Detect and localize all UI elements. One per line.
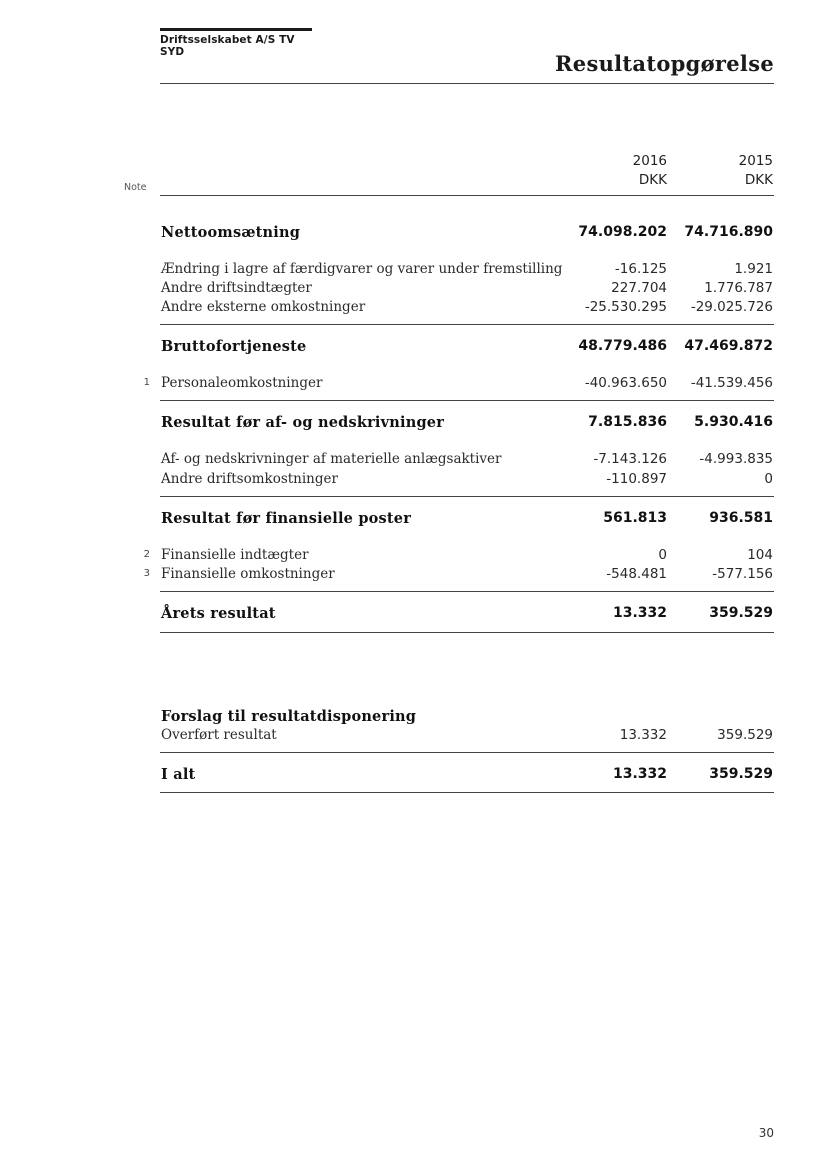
row-value-2015: 359.529: [717, 727, 773, 743]
row-value-2016: -16.125: [614, 261, 667, 277]
row-value-2015: -577.156: [712, 566, 773, 582]
row-value-2016: -110.897: [606, 471, 667, 487]
row-value-2015: 1.921: [734, 261, 773, 277]
row-value-2016: -40.963.650: [584, 375, 667, 391]
row-value-2016: 0: [658, 547, 667, 563]
row-value-2015: 359.529: [709, 766, 773, 782]
column-header-divider: [160, 195, 774, 196]
row-resultat-foer-afskrivninger: [0, 413, 826, 433]
section-divider: [160, 792, 774, 793]
row-label: Finansielle indtægter: [161, 547, 309, 563]
row-value-2016: -548.481: [606, 566, 667, 582]
row-value-2015: -4.993.835: [699, 451, 773, 467]
row-label: Overført resultat: [161, 727, 277, 743]
row-aarets-resultat: [0, 604, 826, 624]
row-value-2016: 561.813: [603, 510, 667, 526]
column-year-2016: 2016: [632, 153, 667, 169]
row-value-2016: 7.815.836: [588, 414, 667, 430]
row-value-2015: 1.776.787: [704, 280, 773, 296]
row-aendring-i-lagre: [0, 260, 826, 280]
column-currency-2016: DKK: [638, 172, 667, 188]
note-column-label: Note: [124, 182, 147, 193]
row-overfoert-resultat: [0, 726, 826, 746]
row-label: Bruttofortjeneste: [161, 338, 307, 355]
row-value-2016: 13.332: [612, 605, 667, 621]
row-andre-driftsindtaegter: [0, 279, 826, 299]
row-label: Årets resultat: [161, 605, 276, 622]
row-value-2016: 74.098.202: [578, 224, 667, 240]
row-resultat-foer-finansielle-poster: [0, 509, 826, 529]
row-value-2016: 13.332: [612, 766, 667, 782]
row-note: 2: [143, 549, 150, 560]
row-label: I alt: [161, 766, 196, 783]
row-label: Af- og nedskrivninger af materielle anlægsaktiver: [161, 451, 502, 467]
row-value-2016: 48.779.486: [578, 338, 667, 354]
row-andre-eksterne-omkostninger: [0, 298, 826, 318]
row-finansielle-omkostninger: [0, 565, 826, 585]
section-divider: [160, 632, 774, 633]
column-header-2016: [577, 152, 667, 190]
row-value-2015: -41.539.456: [690, 375, 773, 391]
row-label: Personaleomkostninger: [161, 375, 323, 391]
row-i-alt: [0, 765, 826, 785]
row-value-2016: 13.332: [619, 727, 667, 743]
column-currency-2015: DKK: [744, 172, 773, 188]
section-divider: [160, 324, 774, 325]
row-label: Andre driftsindtægter: [161, 280, 312, 296]
row-value-2015: -29.025.726: [690, 299, 773, 315]
disposition-heading: Forslag til resultatdisponering: [161, 708, 417, 725]
row-finansielle-indtaegter: [0, 546, 826, 566]
page-title: Resultatopgørelse: [555, 51, 774, 76]
row-value-2016: -7.143.126: [593, 451, 667, 467]
row-label: Resultat før finansielle poster: [161, 510, 412, 527]
row-label: Andre driftsomkostninger: [161, 471, 338, 487]
row-value-2016: 227.704: [611, 280, 667, 296]
row-value-2015: 5.930.416: [694, 414, 773, 430]
row-label: Finansielle omkostninger: [161, 566, 335, 582]
row-value-2015: 104: [747, 547, 773, 563]
row-nettoomsaetning: [0, 223, 826, 243]
section-divider: [160, 591, 774, 592]
row-value-2015: 936.581: [709, 510, 773, 526]
disposition-heading-row: [0, 707, 826, 727]
page-number: 30: [758, 1126, 774, 1140]
section-divider: [160, 496, 774, 497]
row-value-2015: 74.716.890: [684, 224, 773, 240]
row-andre-driftsomkostninger: [0, 470, 826, 490]
row-bruttofortjeneste: [0, 337, 826, 357]
row-personaleomkostninger: [0, 374, 826, 394]
row-label: Andre eksterne omkostninger: [161, 299, 366, 315]
section-divider: [160, 400, 774, 401]
row-note: 3: [143, 568, 150, 579]
company-name: Driftsselskabet A/S TV SYD: [160, 28, 312, 58]
header-divider: [160, 83, 774, 84]
row-value-2015: 359.529: [709, 605, 773, 621]
row-label: Ændring i lagre af færdigvarer og varer under fremstilling: [161, 261, 563, 277]
row-note: 1: [143, 377, 150, 388]
column-header-2015: [683, 152, 773, 190]
row-af-og-nedskrivninger: [0, 450, 826, 470]
row-value-2015: 47.469.872: [684, 338, 773, 354]
row-value-2015: 0: [764, 471, 773, 487]
column-year-2015: 2015: [738, 153, 773, 169]
row-value-2016: -25.530.295: [584, 299, 667, 315]
row-label: Resultat før af- og nedskrivninger: [161, 414, 445, 431]
row-label: Nettoomsætning: [161, 224, 301, 241]
section-divider: [160, 752, 774, 753]
